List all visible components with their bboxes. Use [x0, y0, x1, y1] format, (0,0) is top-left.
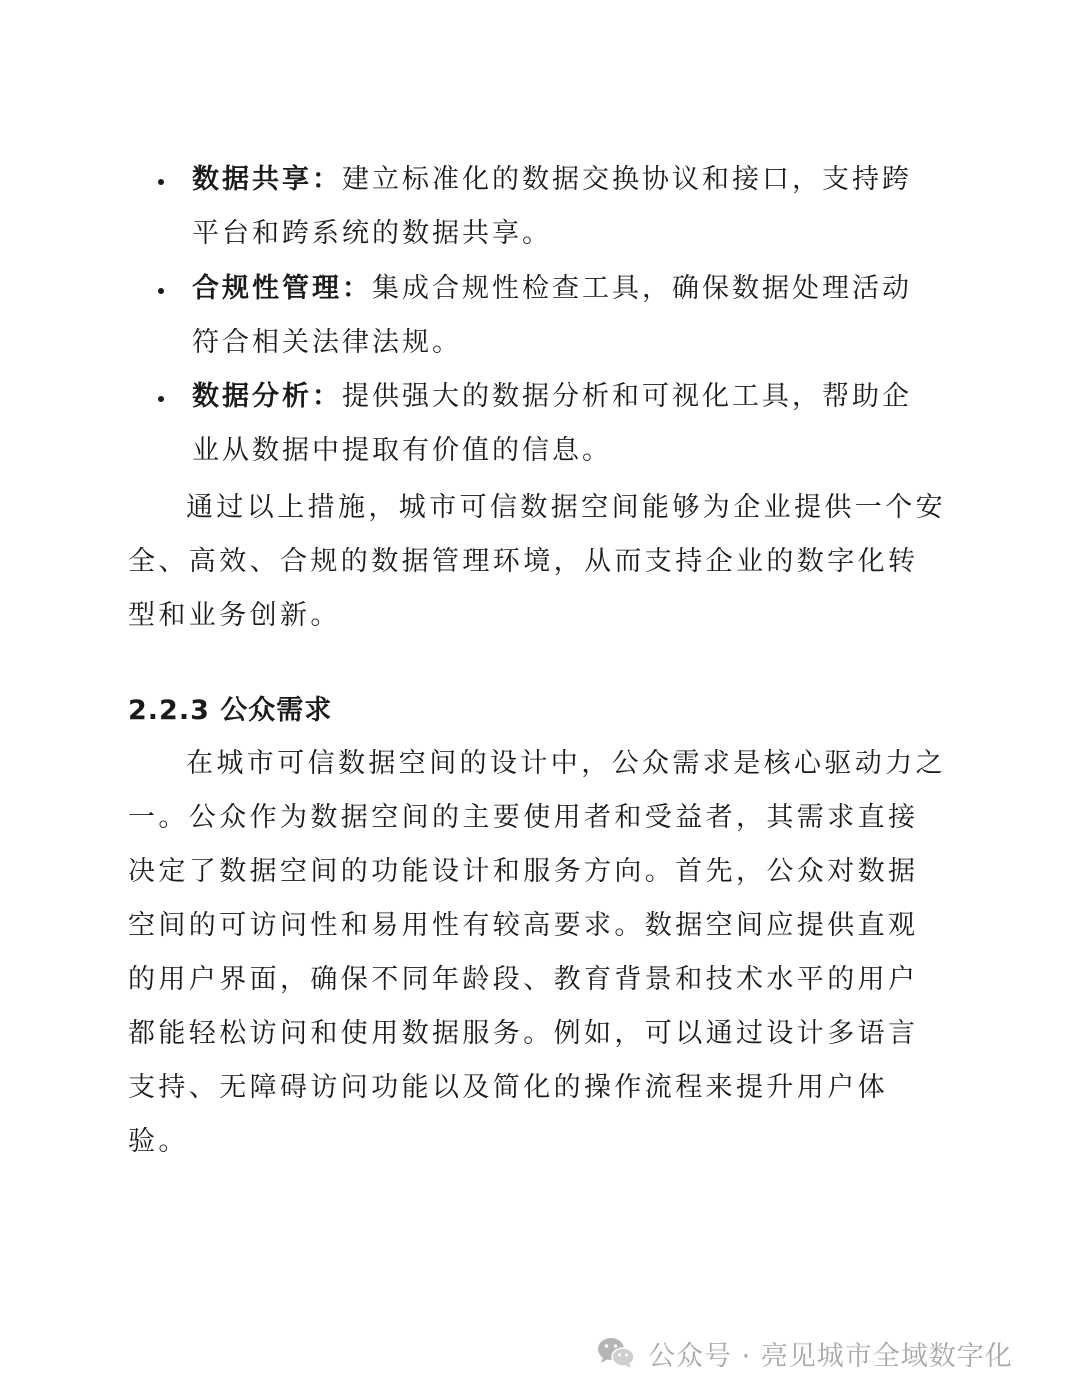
- section-heading: 2.2.3 公众需求: [128, 695, 333, 726]
- bullet-term: 数据共享: [192, 164, 312, 195]
- wechat-icon: [596, 1335, 636, 1371]
- footer-text: 公众号 · 亮见城市全域数字化: [648, 1340, 1013, 1372]
- footer-watermark: [596, 1330, 1013, 1376]
- bullet-item-data-analysis: [158, 370, 938, 478]
- bullet-item-compliance: [158, 262, 938, 370]
- bullet-separator: ：: [312, 381, 342, 412]
- bullet-dot: [158, 288, 164, 294]
- bullet-term: 数据分析: [192, 381, 312, 412]
- summary-paragraph: 通过以上措施，城市可信数据空间能够为企业提供一个安全、高效、合规的数据管理环境，从而支持企业的数字化转型和业务创新。: [128, 492, 946, 631]
- bullet-item-data-sharing: [158, 153, 938, 261]
- bullet-dot: [158, 396, 164, 402]
- bullet-body: 建立标准化的数据交换协议和接口，支持跨平台和跨系统的数据共享。: [192, 164, 912, 249]
- bullet-text: [192, 153, 938, 261]
- bullet-body: 集成合规性检查工具，确保数据处理活动符合相关法律法规。: [192, 273, 912, 358]
- bullet-text: [192, 370, 938, 478]
- bullet-separator: ：: [342, 273, 372, 304]
- section-paragraph: 在城市可信数据空间的设计中，公众需求是核心驱动力之一。公众作为数据空间的主要使用者和受益者，其需求直接决定了数据空间的功能设计和服务方向。首先，公众对数据空间的可访问性和易用性有较高要求。数据空间应提供直观的用户界面，确保不同年龄段、教育背景和技术水平的用户都能轻松访问和使用数据服务。例如，可以通过设计多语言支持、无障碍访问功能以及简化的操作流程来提升用户体验。: [128, 748, 946, 1157]
- bullet-term: 合规性管理: [192, 273, 342, 304]
- bullet-body: 提供强大的数据分析和可视化工具，帮助企业从数据中提取有价值的信息。: [192, 381, 912, 466]
- bullet-separator: ：: [312, 164, 342, 195]
- bullet-dot: [158, 179, 164, 185]
- bullet-text: [192, 262, 938, 370]
